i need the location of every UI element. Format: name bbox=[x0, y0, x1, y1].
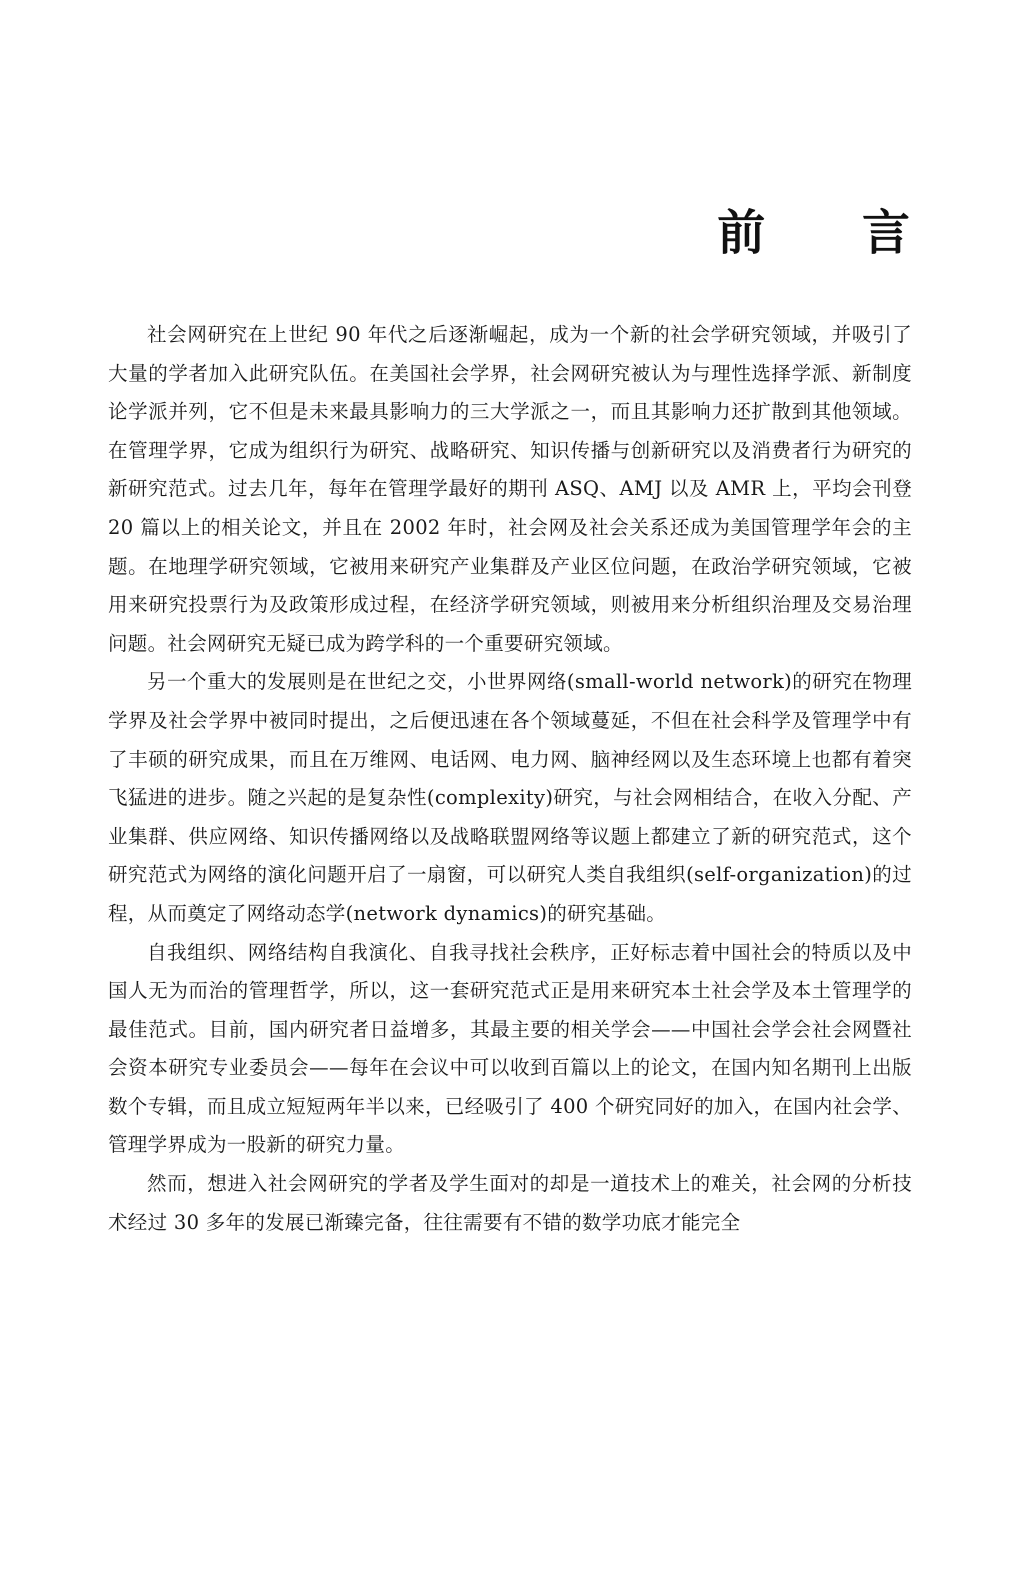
paragraph: 然而，想进入社会网研究的学者及学生面对的却是一道技术上的难关，社会网的分析技术经过 30 多年的发展已渐臻完备，往往需要有不错的数学功底才能完全 bbox=[108, 1172, 912, 1234]
paragraph: 自我组织、网络结构自我演化、自我寻找社会秩序，正好标志着中国社会的特质以及中国人无为而治的管理哲学，所以，这一套研究范式正是用来研究本土社会学及本土管理学的最佳范式。目前，国内研究者日益增多，其最主要的相关学会——中国社会学会社会网暨社会资本研究专业委员会——每年在会议中可以收到百篇以上的论文，在国内知名期刊上出版数个专辑，而且成立短短两年半以来，已经吸引了 400 个研究同好的加入，在国内社会学、管理学界成为一股新的研究力量。 bbox=[108, 940, 912, 1157]
paragraph: 另一个重大的发展则是在世纪之交，小世界网络(small-world network)的研究在物理学界及社会学界中被同时提出，之后便迅速在各个领域蔓延，不但在社会科学及管理学中有了丰硕的研究成果，而且在万维网、电话网、电力网、脑神经网以及生态环境上也都有着突飞猛进的进步。随之兴起的是复杂性(complexity)研究，与社会网相结合，在收入分配、产业集群、供应网络、知识传播网络以及战略联盟网络等议题上都建立了新的研究范式，这个研究范式为网络的演化问题开启了一扇窗，可以研究人类自我组织(self-organization)的过程，从而奠定了网络动态学(network dynamics)的研究基础。 bbox=[108, 670, 912, 925]
paragraph: 社会网研究在上世纪 90 年代之后逐渐崛起，成为一个新的社会学研究领域，并吸引了大量的学者加入此研究队伍。在美国社会学界，社会网研究被认为与理性选择学派、新制度论学派并列，它不但是未来最具影响力的三大学派之一，而且其影响力还扩散到其他领域。在管理学界，它成为组织行为研究、战略研究、知识传播与创新研究以及消费者行为研究的新研究范式。过去几年，每年在管理学最好的期刊 ASQ、AMJ 以及 AMR 上，平均会刊登 20 篇以上的相关论文，并且在 2002 年时，社会网及社会关系还成为美国管理学年会的主题。在地理学研究领域，它被用来研究产业集群及产业区位问题，在政治学研究领域，它被用来研究投票行为及政策形成过程，在经济学研究领域，则被用来分析组织治理及交易治理问题。社会网研究无疑已成为跨学科的一个重要研究领域。 bbox=[108, 323, 912, 655]
page-title: 前 言 bbox=[717, 205, 950, 261]
preface-body bbox=[108, 316, 912, 1242]
